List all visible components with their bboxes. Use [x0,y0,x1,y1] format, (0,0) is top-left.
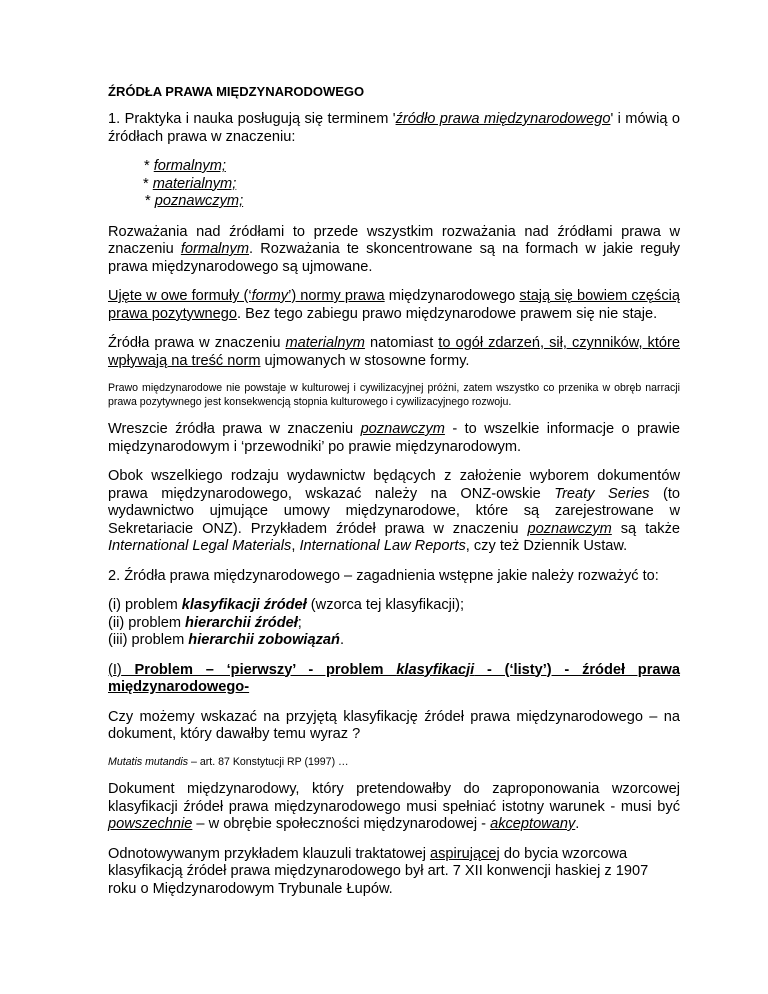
text-run: Dokument międzynarodowy, który pretendowałby do zaproponowania wzorcowej klasyfikacji źródeł prawa międzynarodowego musi spełniać istotny warunek - musi być [108,781,680,815]
term-forms: formy [251,288,289,304]
text-run: (to wydawnictwo ujmujące umowy międzynarodowe, które są zarejestrowane w Sekretariacie ONZ). Przykładem źródeł prawa w znaczeniu [108,485,680,537]
text-run: Rozważania nad źródłami to przede wszystkim rozważania nad źródłami prawa w znaczeniu [108,223,680,257]
text-run: (ii) problem [108,614,186,631]
paragraph-11 [108,846,680,899]
document-page [108,83,680,910]
bold-term: klasyfikacji źródeł [181,597,307,613]
text-run: . Bez tego zabiegu prawo międzynarodowe prawem się nie staje. [237,305,658,322]
list-item [143,176,680,194]
bullet: * [143,175,153,192]
text-run: (I) [108,661,122,678]
term-formal: formalnym [180,241,249,257]
problem-item [108,597,680,615]
text-run: Wreszcie źródła prawa w znaczeniu [108,421,361,437]
text-run: , [291,538,300,554]
list-item [144,158,680,176]
underlined-run: stają się bowiem częścią prawa pozytywnego [108,288,680,322]
paragraph-3 [108,288,680,323]
bold-run: - (‘listy’) - źródeł prawa międzynarodowego- [108,661,680,695]
paragraph-7: 2. Źródła prawa międzynarodowego – zagadnienia wstępne jakie należy rozważyć to: [108,567,659,584]
underlined-run: Ujęte w owe formuły (‘ [108,288,252,304]
underlined-run: to ogół zdarzeń, sił, czynników, które wpływają na treść norm [108,335,680,369]
term-material: materialnym [285,335,365,351]
text-run: Źródła prawa w znaczeniu [108,335,286,351]
paragraph-10 [108,781,680,834]
text-run: ' i mówią o źródłach prawa w znaczeniu: [108,111,680,145]
text-run: . [575,816,580,832]
term-cognitive: poznawczym [527,520,612,537]
text-run: – w obrębie społeczności międzynarodowej - [192,816,491,832]
term-accepted: akceptowany [490,816,576,832]
text-run: . Rozważania te skoncentrowane są na formach w jakie reguły prawa międzynarodowego są ujmowane. [108,241,680,275]
text-run: - to wszelkie informacje o prawie międzynarodowym i ‘przewodniki’ po prawie międzynarodowym. [108,421,680,455]
text-run: (wzorca tej klasyfikacji); [306,597,465,613]
italic-title: Treaty Series [554,485,650,502]
underlined-run: ’) normy prawa [288,288,385,304]
problems-list [108,597,680,650]
paragraph-6 [108,468,680,556]
text-run: międzynarodowego [384,288,520,304]
text-run: do bycia wzorcowa klasyfikacją źródeł prawa międzynarodowego był art. 7 XII konwencji haskiej z 1907 roku o Międzynarodowym Trybunale Łupów. [108,845,649,897]
problem-item [108,632,680,650]
paragraph-9: Czy możemy wskazać na przyjętą klasyfikację źródeł prawa międzynarodowego – na dokument, który dawałby temu wyraz ? [108,708,680,742]
text-run: , czy też Dziennik Ustaw. [465,538,628,554]
text-run: . [339,632,344,648]
text-run: ujmowanych w stosowne formy. [260,352,470,369]
meaning-list [144,158,680,211]
list-item-text: materialnym; [152,175,237,192]
paragraph-2 [108,224,680,277]
section-heading [108,662,680,697]
text-run: (i) problem [108,597,182,613]
document-title: ŹRÓDŁA PRAWA MIĘDZYNARODOWEGO [108,84,365,99]
small-note-2 [108,756,680,770]
text-run: 1. Praktyka i nauka posługują się terminem ' [108,111,396,127]
bold-term: klasyfikacji [396,661,475,678]
text-run: natomiast [364,335,439,351]
text-run: są także [611,520,680,537]
bullet: * [145,193,155,209]
bold-term: hierarchii źródeł [185,614,298,631]
small-note-1: Prawo międzynarodowe nie powstaje w kulturowej i cywilizacyjnej próżni, zatem wszystko co przenika w obręb narracji prawa pozytywnego jest konsekwencją stopnia kulturowego i cywilizacyjnego rozwoju. [108,382,680,408]
text-run: (iii) problem [108,632,189,648]
term-source: źródło prawa międzynarodowego [395,111,611,127]
term-universal: powszechnie [108,816,193,832]
text-run: – art. 87 Konstytucji RP (1997) … [188,755,349,768]
paragraph-5 [108,421,680,456]
bold-term: hierarchii zobowiązań [188,632,340,648]
list-item [145,193,680,211]
paragraph-1 [108,111,680,146]
paragraph-4 [108,335,680,370]
bullet: * [144,158,154,174]
list-item-text: formalnym; [153,158,226,174]
text-run: ; [297,614,302,631]
underlined-run: aspirującej [430,845,500,862]
text-run: Obok wszelkiego rodzaju wydawnictw będących z założenie wyborem dokumentów prawa międzynarodowego, wskazać należy na ONZ-owskie [108,468,680,502]
text-run: Odnotowywanym przykładem klauzuli traktatowej [108,845,431,862]
list-item-text: poznawczym; [154,193,244,209]
term-cognitive: poznawczym [360,421,445,437]
italic-run: Mutatis mutandis [108,755,189,768]
italic-title: International Legal Materials [108,538,292,554]
problem-item [108,615,680,633]
bold-run: Problem – ‘pierwszy’ - problem [121,661,397,678]
italic-title: International Law Reports [299,538,466,554]
